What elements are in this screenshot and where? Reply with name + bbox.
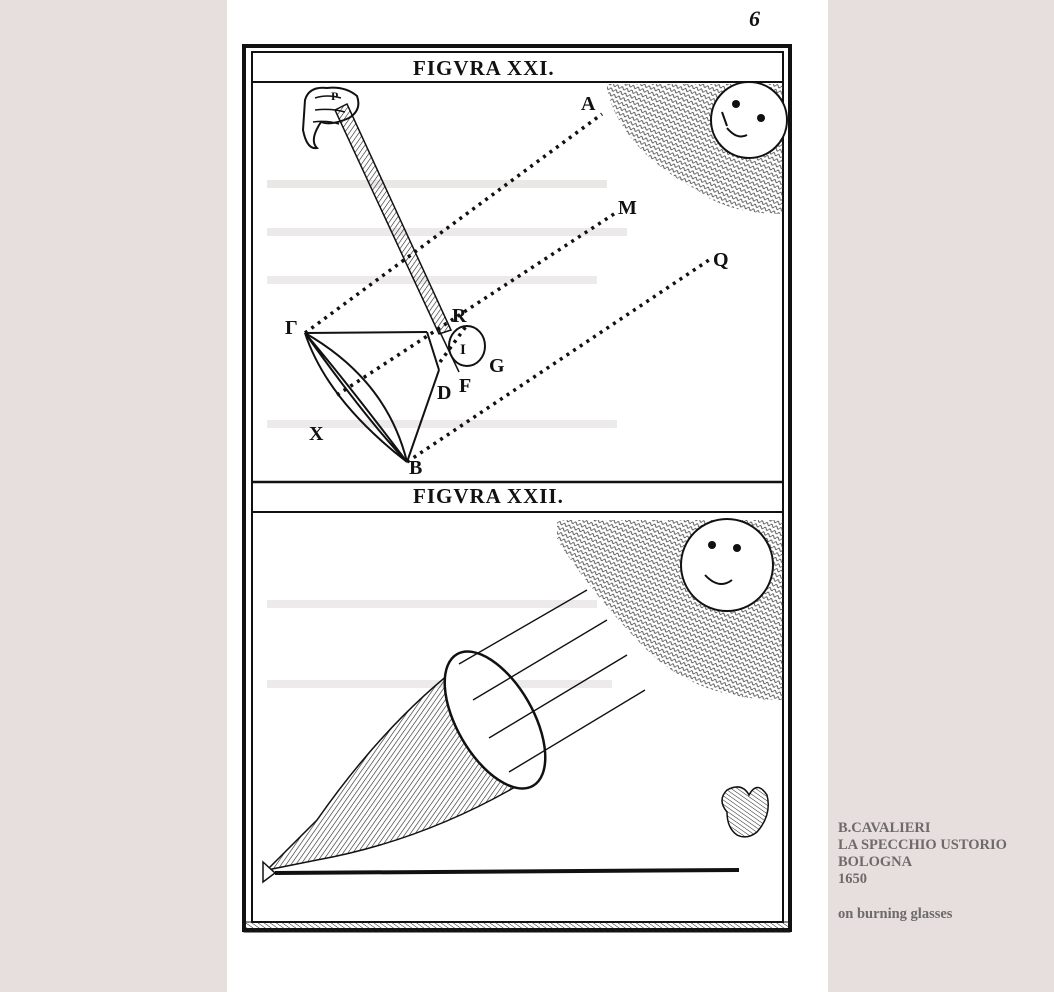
label-r: R — [452, 305, 467, 327]
flame-icon — [722, 787, 768, 837]
label-a: A — [581, 93, 596, 115]
figure-22-title: FIGVRA XXII. — [413, 484, 564, 508]
caption-year: 1650 — [838, 871, 867, 887]
caption-author: B.CAVALIERI — [838, 820, 931, 836]
label-f: F — [459, 375, 472, 397]
label-p: P — [331, 89, 339, 103]
figure-21-title: FIGVRA XXI. — [413, 56, 555, 80]
book-page — [227, 0, 828, 992]
label-x: X — [309, 423, 324, 445]
burning-glass-icon — [305, 332, 439, 462]
label-b: B — [409, 457, 423, 479]
sun-face-icon — [557, 519, 783, 700]
caption-block — [838, 820, 1052, 923]
label-d: D — [437, 382, 452, 404]
figure-22-drawing — [263, 519, 783, 882]
page-number: 6 — [749, 6, 760, 31]
sun-face-icon — [607, 82, 787, 214]
label-g: G — [489, 355, 505, 377]
caption-note: on burning glasses — [838, 906, 953, 922]
label-q: Q — [713, 249, 729, 271]
bottom-border — [244, 922, 790, 932]
caption-title: LA SPECCHIO USTORIO — [838, 837, 1007, 853]
figure-21-drawing — [303, 82, 787, 462]
label-i: I — [460, 342, 466, 358]
label-m: M — [618, 197, 637, 219]
caption-city: BOLOGNA — [838, 854, 913, 870]
label-gamma: Γ — [285, 317, 298, 339]
